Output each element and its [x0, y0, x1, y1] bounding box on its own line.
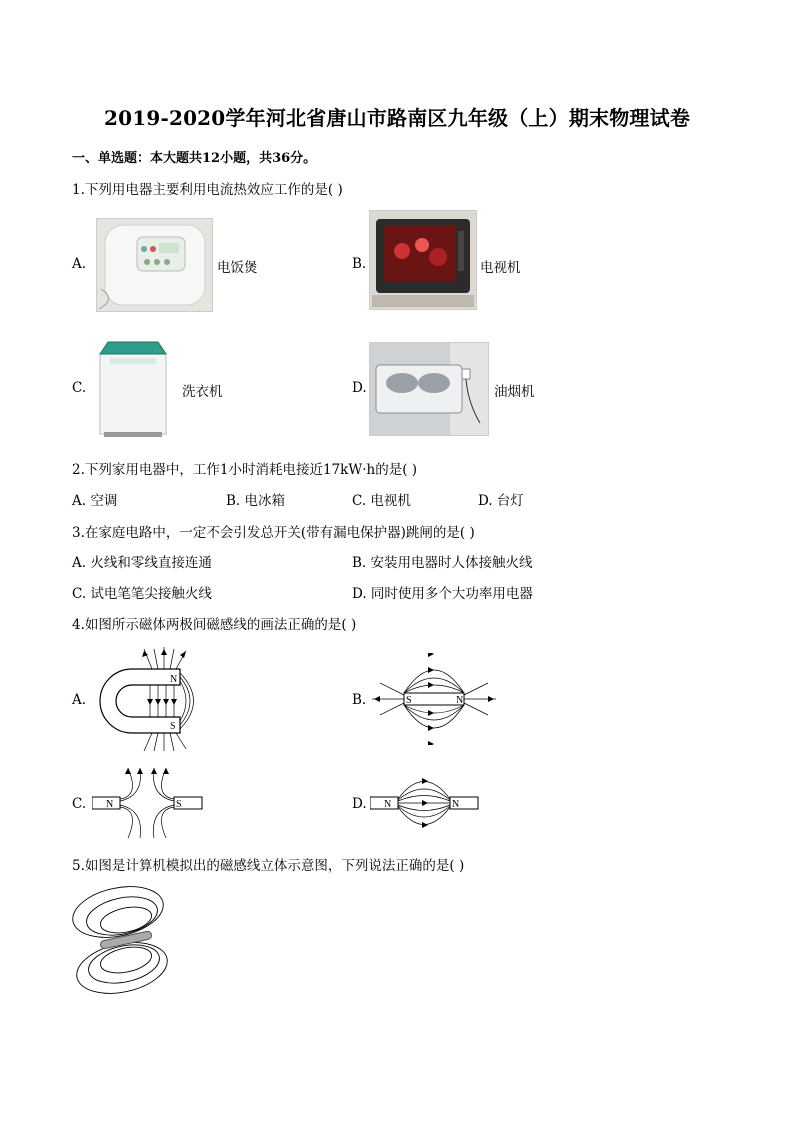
q2-option-b: B. 电冰箱: [226, 493, 286, 509]
television-image: [369, 210, 477, 310]
q1-option-c-label: 洗衣机: [182, 384, 223, 400]
two-magnets-d-diagram: [370, 768, 480, 838]
range-hood-image: [369, 342, 489, 436]
q1-option-b-label: 电视机: [480, 260, 521, 276]
bar-c-s-label: S: [176, 799, 182, 810]
u-magnet-diagram: [92, 647, 217, 752]
3d-magnetic-field-diagram: [68, 882, 178, 998]
question-5-stem: 5.如图是计算机模拟出的磁感线立体示意图，下列说法正确的是( ): [72, 858, 465, 874]
q2-option-c: C. 电视机: [352, 493, 411, 509]
q3-option-c: C. 试电笔笔尖接触火线: [72, 586, 212, 602]
q2-option-a: A. 空调: [72, 493, 118, 509]
q1-option-a-label: 电饭煲: [217, 260, 258, 276]
bar-magnet-b-diagram: [370, 653, 498, 745]
question-1-stem: 1.下列用电器主要利用电流热效应工作的是( ): [72, 182, 343, 198]
question-4-stem: 4.如图所示磁体两极间磁感线的画法正确的是( ): [72, 617, 357, 633]
q1-option-a-letter: A.: [72, 256, 87, 272]
q3-option-b: B. 安装用电器时人体接触火线: [352, 555, 533, 571]
q1-option-d-letter: D.: [352, 380, 367, 396]
washing-machine-image: [96, 338, 170, 438]
q1-option-d-label: 油烟机: [494, 384, 535, 400]
bar-d-n2-label: N: [452, 799, 460, 810]
u-magnet-n-label: N: [170, 674, 178, 685]
page-title: 2019-2020学年河北省唐山市路南区九年级（上）期末物理试卷: [103, 106, 691, 130]
q3-option-a: A. 火线和零线直接连通: [72, 555, 212, 571]
u-magnet-s-label: S: [170, 721, 176, 732]
q4-option-c: C.: [72, 796, 87, 812]
q4-option-a: A.: [72, 692, 87, 708]
rice-cooker-image: [96, 218, 213, 312]
question-3-stem: 3.在家庭电路中，一定不会引发总开关(带有漏电保护器)跳闸的是( ): [72, 525, 475, 541]
section-heading: 一、单选题：本大题共12小题，共36分。: [72, 151, 317, 166]
q2-option-d: D. 台灯: [478, 493, 524, 509]
q1-option-b-letter: B.: [352, 256, 367, 272]
q1-option-c-letter: C.: [72, 380, 87, 396]
q3-option-d: D. 同时使用多个大功率用电器: [352, 586, 533, 602]
bar-c-n-label: N: [106, 799, 114, 810]
two-magnets-c-diagram: [92, 766, 204, 840]
bar-b-s-label: S: [406, 695, 412, 706]
question-2-stem: 2.下列家用电器中，工作1小时消耗电接近17kW·h的是( ): [72, 462, 418, 478]
bar-b-n-label: N: [456, 695, 464, 706]
bar-d-n1-label: N: [384, 799, 392, 810]
q4-option-d: D.: [352, 796, 367, 812]
q4-option-b: B.: [352, 692, 367, 708]
